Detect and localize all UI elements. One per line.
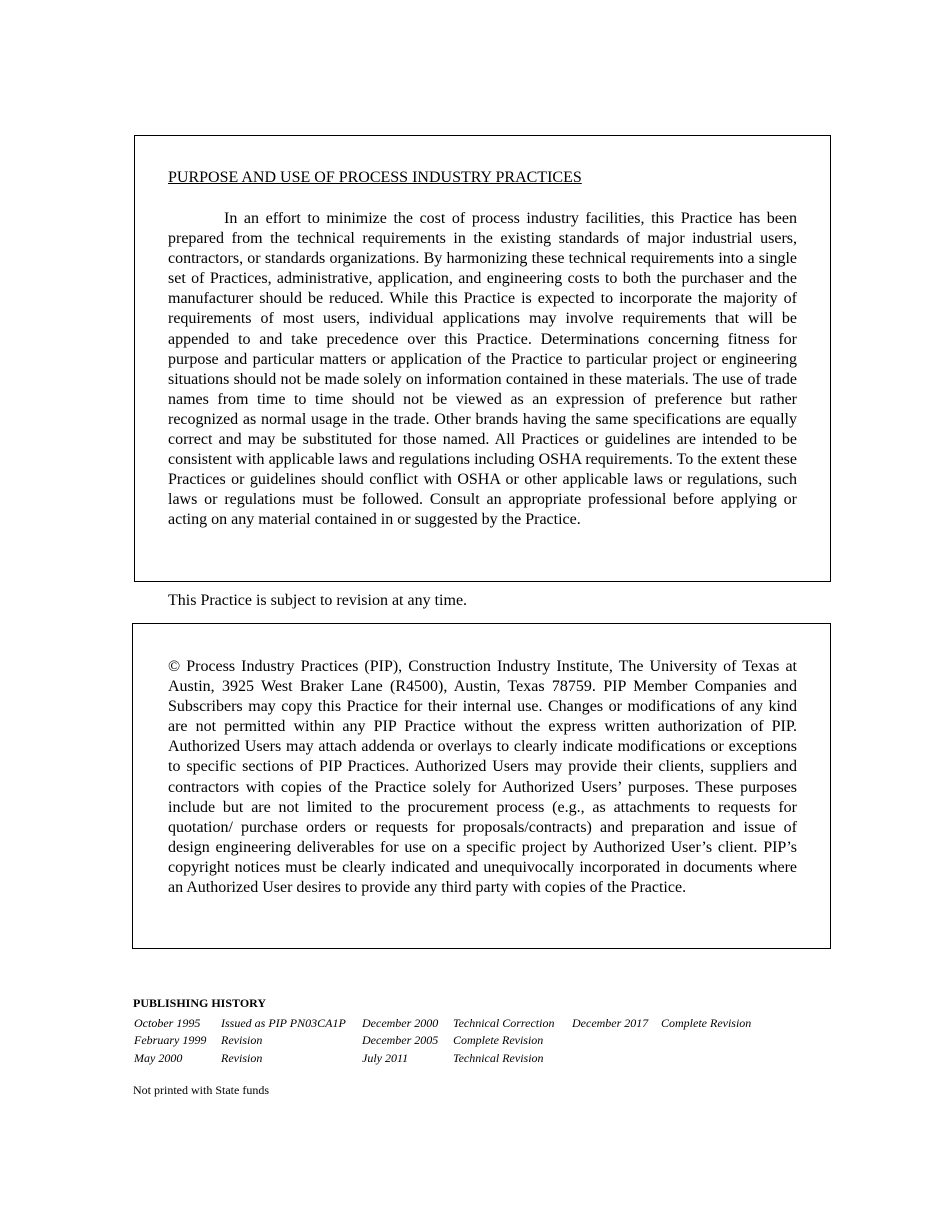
purpose-paragraph: In an effort to minimize the cost of process industry facilities, this Practice has been prepared from the technical requirements in the existing standards of major industrial users, contractors, or standards organizations. By harmonizing these technical requirements into a single set of Practices, administrative, application, and engineering costs to both the purchaser and the manufacturer should be reduced. While this Practice is expected to incorporate the majority of requirements of most users, individual applications may involve requirements that will be appended to and take precedence over this Practice. Determinations concerning fitness for purpose and particular matters or application of the Practice to particular project or engineering situations should not be made solely on information contained in these materials. The use of trade names from time to time should not be viewed as an expression of preference but rather recognized as normal usage in the trade. Other brands having the same specifications are equally correct and may be substituted for those named. All Practices or guidelines are intended to be consistent with applicable laws and regulations including OSHA requirements. To the extent these Practices or guidelines should conflict with OSHA or other applicable laws or regulations, such laws or regulations must be followed. Consult an appropriate professional before applying or acting on any material contained in or suggested by the Practice.: [168, 210, 797, 529]
history-date: December 2017: [572, 1016, 649, 1030]
publishing-history-title: PUBLISHING HISTORY: [133, 996, 267, 1010]
purpose-box: [134, 135, 831, 582]
history-date: October 1995: [134, 1016, 201, 1030]
copyright-paragraph: © Process Industry Practices (PIP), Construction Industry Institute, The University of Texas at Austin, 3925 West Braker Lane (R4500), Austin, Texas 78759. PIP Member Companies and Subscribers may copy this Practice for their internal use. Changes or modifications of any kind are not permitted within any PIP Practice without the express written authorization of PIP. Authorized Users may attach addenda or overlays to clearly indicate modifications or exceptions to specific sections of PIP Practices. Authorized Users may provide their clients, suppliers and contractors with copies of the Practice solely for Authorized Users’ purposes. These purposes include but are not limited to the procurement process (e.g., as attachments to requests for quotation/ purchase orders or requests for proposals/contracts) and preparation and issue of design engineering deliverables for use on a specific project by Authorized User’s client. PIP’s copyright notices must be clearly indicated and unequivocally incorporated in documents where an Authorized User desires to provide any third party with copies of the Practice.: [168, 658, 797, 897]
history-desc: Technical Revision: [453, 1051, 544, 1065]
history-desc: Issued as PIP PN03CA1P: [221, 1016, 346, 1030]
history-desc: Complete Revision: [661, 1016, 752, 1030]
history-date: May 2000: [134, 1051, 183, 1065]
purpose-heading: PURPOSE AND USE OF PROCESS INDUSTRY PRACTICES: [168, 169, 582, 186]
history-desc: Technical Correction: [453, 1016, 555, 1030]
history-desc: Complete Revision: [453, 1033, 544, 1047]
funds-note: Not printed with State funds: [133, 1083, 269, 1097]
history-desc: Revision: [221, 1033, 263, 1047]
history-date: December 2000: [362, 1016, 439, 1030]
history-desc: Revision: [221, 1051, 263, 1065]
history-date: February 1999: [134, 1033, 207, 1047]
copyright-box: [132, 623, 831, 949]
revision-note: This Practice is subject to revision at any time.: [168, 592, 468, 609]
history-date: December 2005: [362, 1033, 439, 1047]
history-date: July 2011: [362, 1051, 409, 1065]
